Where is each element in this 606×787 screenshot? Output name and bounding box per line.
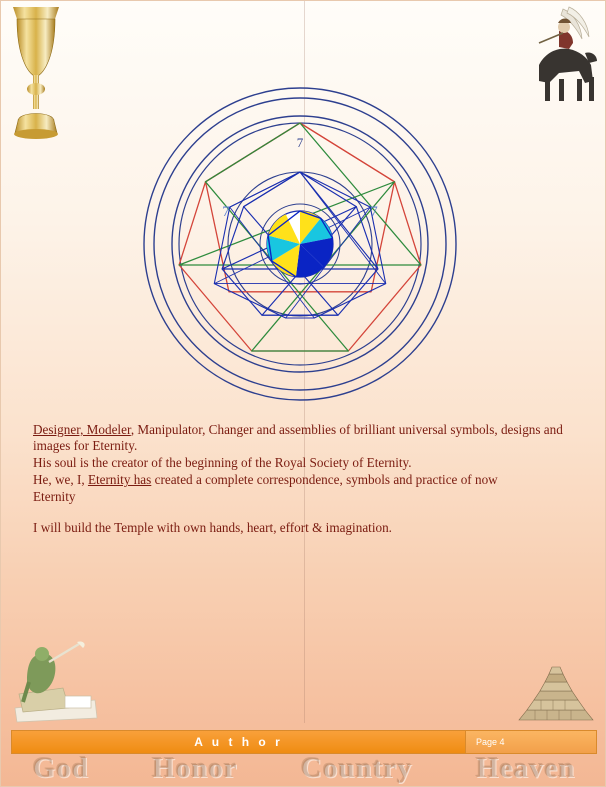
body-line-5: I will build the Temple with own hands, heart, effort & imagination. bbox=[33, 520, 392, 536]
watermark-word-country: Country bbox=[300, 752, 413, 784]
watermark-word-heaven: Heaven bbox=[475, 752, 576, 784]
watermark-word-god: God bbox=[32, 752, 89, 784]
watermark-word-honor: Honor bbox=[152, 752, 238, 784]
emblem-center-numeral: 7 bbox=[296, 135, 304, 150]
body-line-3-lead: He, we, I, bbox=[33, 472, 88, 488]
emblem-right-numeral: 7 bbox=[370, 204, 378, 220]
page-number-label: Page 4 bbox=[466, 730, 597, 754]
body-text-block bbox=[33, 422, 573, 538]
author-label: A u t h o r bbox=[11, 730, 466, 754]
body-spacer bbox=[33, 506, 573, 520]
watermark-words bbox=[1, 749, 606, 787]
body-line-2: His soul is the creator of the beginning of the Royal Society of Eternity. bbox=[33, 455, 412, 471]
body-line-4: Eternity bbox=[33, 489, 76, 505]
ziggurat-temple-icon bbox=[515, 650, 597, 728]
eternity-has-underlined: Eternity has bbox=[87, 472, 152, 488]
body-line-3-tail: created a complete correspondence, symbols and practice of now bbox=[151, 472, 498, 488]
body-line-1-rest: , Manipulator, Changer and assemblies of brilliant universal symbols, designs and images for Eternity. bbox=[33, 422, 563, 454]
emblem-left-numeral: 7 bbox=[222, 204, 230, 220]
golden-chalice-icon bbox=[5, 3, 67, 143]
scribe-at-desk-icon bbox=[9, 638, 101, 724]
heptagram-sacred-geometry-emblem bbox=[126, 79, 474, 409]
designer-modeler-underlined: Designer, Modeler bbox=[33, 422, 131, 437]
body-line-1 bbox=[33, 422, 573, 454]
winged-hussar-rider-icon bbox=[519, 3, 601, 111]
pinwheel-center bbox=[267, 211, 333, 277]
body-line-3 bbox=[33, 472, 573, 488]
